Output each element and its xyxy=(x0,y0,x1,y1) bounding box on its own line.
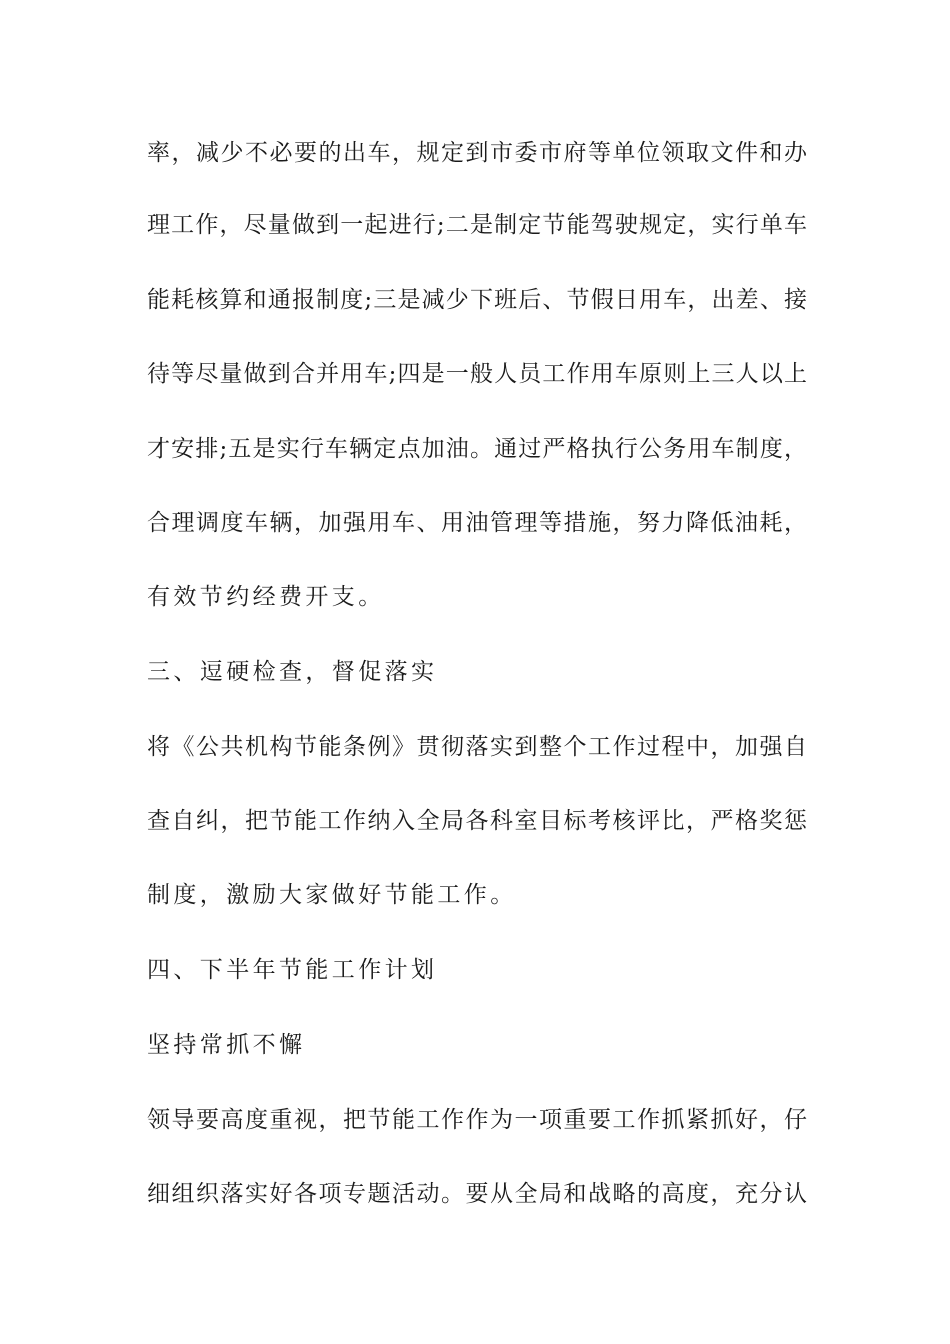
paragraph-line-4: 待等尽量做到合并用车;四是一般人员工作用车原则上三人以上 xyxy=(147,361,807,387)
section-heading-4: 四、下半年节能工作计划 xyxy=(147,957,438,983)
paragraph-line-3: 能耗核算和通报制度;三是减少下班后、节假日用车，出差、接 xyxy=(147,287,807,313)
paragraph-line-12: 细组织落实好各项专题活动。要从全局和战略的高度，充分认 xyxy=(147,1181,807,1207)
paragraph-line-6: 合理调度车辆，加强用车、用油管理等措施，努力降低油耗， xyxy=(147,510,807,536)
paragraph-line-5: 才安排;五是实行车辆定点加油。通过严格执行公务用车制度， xyxy=(147,436,807,462)
section-heading-3: 三、逗硬检查，督促落实 xyxy=(147,659,438,685)
paragraph-line-11: 领导要高度重视，把节能工作作为一项重要工作抓紧抓好，仔 xyxy=(147,1107,807,1133)
paragraph-line-8: 将《公共机构节能条例》贯彻落实到整个工作过程中，加强自 xyxy=(147,734,807,760)
subheading: 坚持常抓不懈 xyxy=(147,1032,306,1058)
paragraph-line-10: 制度，激励大家做好节能工作。 xyxy=(147,882,517,908)
paragraph-line-7: 有效节约经费开支。 xyxy=(147,584,385,610)
paragraph-line-9: 查自纠，把节能工作纳入全局各科室目标考核评比，严格奖惩 xyxy=(147,808,807,834)
paragraph-line-1: 率，减少不必要的出车，规定到市委市府等单位领取文件和办 xyxy=(147,140,807,166)
paragraph-line-2: 理工作，尽量做到一起进行;二是制定节能驾驶规定，实行单车 xyxy=(147,212,807,238)
